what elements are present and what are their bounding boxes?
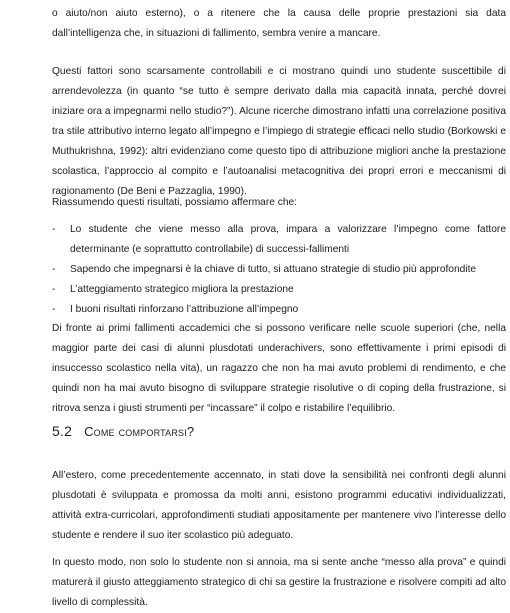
list-item bbox=[52, 220, 506, 260]
paragraph-controllability: Questi fattori sono scarsamente controllabili e ci mostrano quindi uno studente suscettibile di arrendevolezza (in quanto “se tutto è sempre derivato dalla mia capacità innata, perché dovrei iniziare ora a impegnarmi nello studio?”). Alcune ricerche dimostrano infatti una correlazione positiva tra stile attributivo interno legato all’impegno e l’impiego di strategie efficaci nello studio (Borkowski e Muthukrishna, 1992): altri evidenziano come questo tipo di attribuzione migliori anche la prestazione scolastica, l’approccio al compito e l’autoanalisi metacognitiva dei propri errori e meccanismi di ragionamento (De Beni e Pazzaglia, 1990). bbox=[52, 66, 506, 197]
paragraph-abroad: All’estero, come precedentemente accennato, in stati dove la sensibilità nei confronti degli alunni plusdotati è sviluppata e promossa da molti anni, esistono programmi educativi individualizzati, attività extra-curricolari, approfondimenti studiati appositamente per mantenere vivo l’interesse dello studente e rendere il suo iter scolastico più adeguato. bbox=[52, 470, 506, 541]
list-item bbox=[52, 280, 506, 300]
section-title: Come comportarsi? bbox=[84, 424, 195, 439]
list-item bbox=[52, 300, 506, 320]
section-number: 5.2 bbox=[52, 423, 73, 439]
list-item-text: Lo studente che viene messo alla prova, impara a valorizzare l’impegno come fattore determinante (e soprattutto controllabile) di successi-fallimenti bbox=[70, 224, 506, 255]
list-bullet: - bbox=[52, 304, 56, 315]
list-item-text: I buoni risultati rinforzano l’attribuzione all’impegno bbox=[70, 304, 299, 315]
list-bullet: - bbox=[52, 264, 56, 275]
summary-list bbox=[52, 220, 506, 320]
list-bullet: - bbox=[52, 224, 56, 235]
list-item bbox=[52, 260, 506, 280]
list-item-text: L’atteggiamento strategico migliora la prestazione bbox=[70, 284, 294, 295]
paragraph-continuation: o aiuto/non aiuto esterno), o a ritenere che la causa delle proprie prestazioni sia data dall’intelligenza che, in situazioni di fallimento, sembra venire a mancare. bbox=[52, 8, 506, 39]
section-heading bbox=[52, 423, 194, 439]
paragraph-summary-intro: Riassumendo questi risultati, possiamo affermare che: bbox=[52, 197, 297, 208]
paragraph-academic-failures: Di fronte ai primi fallimenti accademici che si possono verificare nelle scuole superiori (che, nella maggior parte dei casi di alunni plusdotati underachivers, sono effettivamente i primi episodi di insuccesso scolastico nella vita), un ragazzo che non ha mai avuto problemi di rendimento, e che quindi non ha mai avuto bisogno di sviluppare strategie risolutive o di coping della frustrazione, si ritrova senza i giusti strumenti per “incassare” il colpo e ristabilire l’equilibrio. bbox=[52, 323, 506, 414]
list-bullet: - bbox=[52, 284, 56, 295]
list-item-text: Sapendo che impegnarsi è la chiave di tutto, si attuano strategie di studio più approfondite bbox=[70, 264, 477, 275]
paragraph-conclusion: In questo modo, non solo lo studente non si annoia, ma si sente anche “messo alla prova” e quindi maturerà il giusto atteggiamento strategico di chi sa gestire la frustrazione e risolvere compiti ad alto livello di complessità. bbox=[52, 557, 506, 608]
